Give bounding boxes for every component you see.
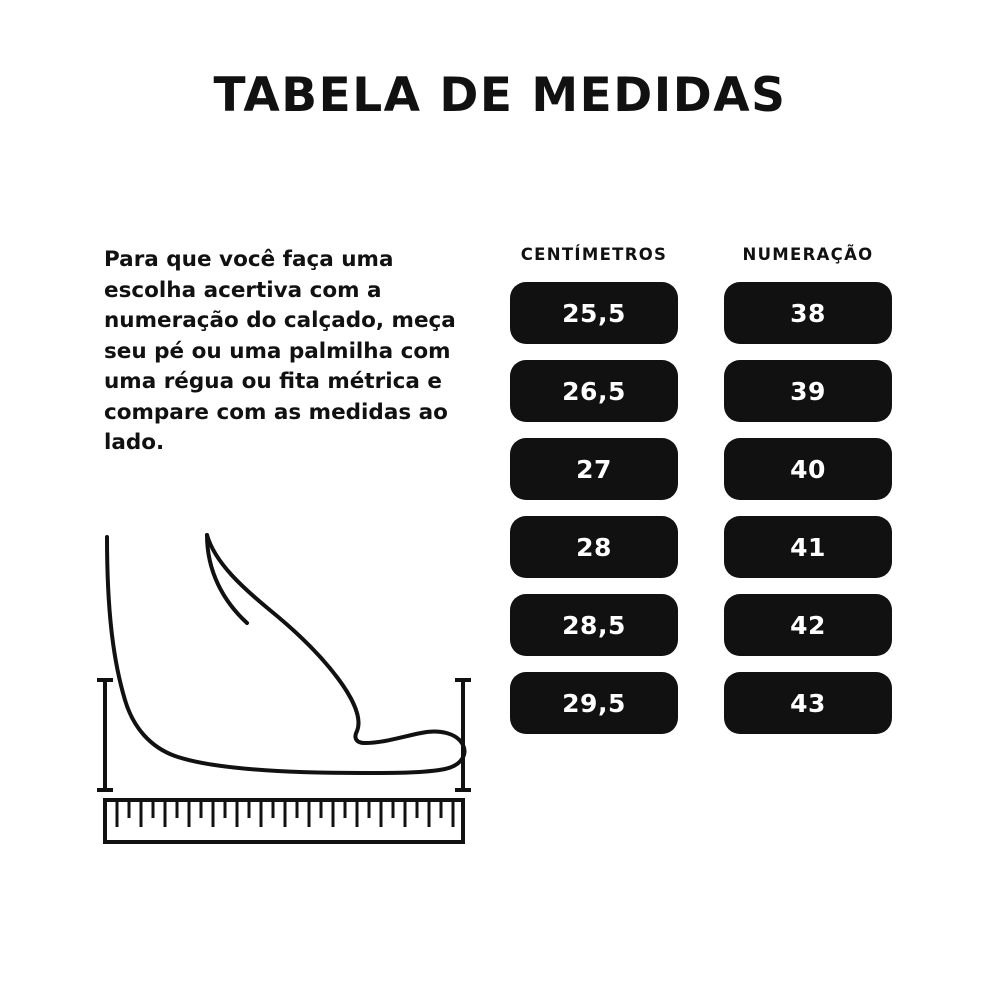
column-header-numeracao: NUMERAÇÃO [742,245,874,264]
page-title: TABELA DE MEDIDAS [213,68,787,123]
cell-centimeters: 26,5 [510,360,678,422]
table-row [510,438,930,500]
table-row [510,516,930,578]
instructions-text: Para que você faça uma escolha acertiva com a numeração do calçado, meça seu pé ou uma palmilha com uma régua ou fita métrica e compare com as medidas ao lado. [104,247,456,455]
cell-size: 43 [724,672,892,734]
cell-centimeters: 27 [510,438,678,500]
table-body [510,282,930,734]
cell-size: 38 [724,282,892,344]
table-row [510,672,930,734]
cell-size: 42 [724,594,892,656]
table-row [510,282,930,344]
foot-with-ruler-illustration [95,515,495,845]
table-row [510,594,930,656]
cell-size: 41 [724,516,892,578]
cell-centimeters: 25,5 [510,282,678,344]
table-header-row [510,245,930,264]
cell-centimeters: 28,5 [510,594,678,656]
cell-centimeters: 29,5 [510,672,678,734]
cell-size: 40 [724,438,892,500]
cell-centimeters: 28 [510,516,678,578]
cell-size: 39 [724,360,892,422]
column-header-centimeters: CENTÍMETROS [520,245,668,264]
size-table [510,245,930,734]
table-row [510,360,930,422]
